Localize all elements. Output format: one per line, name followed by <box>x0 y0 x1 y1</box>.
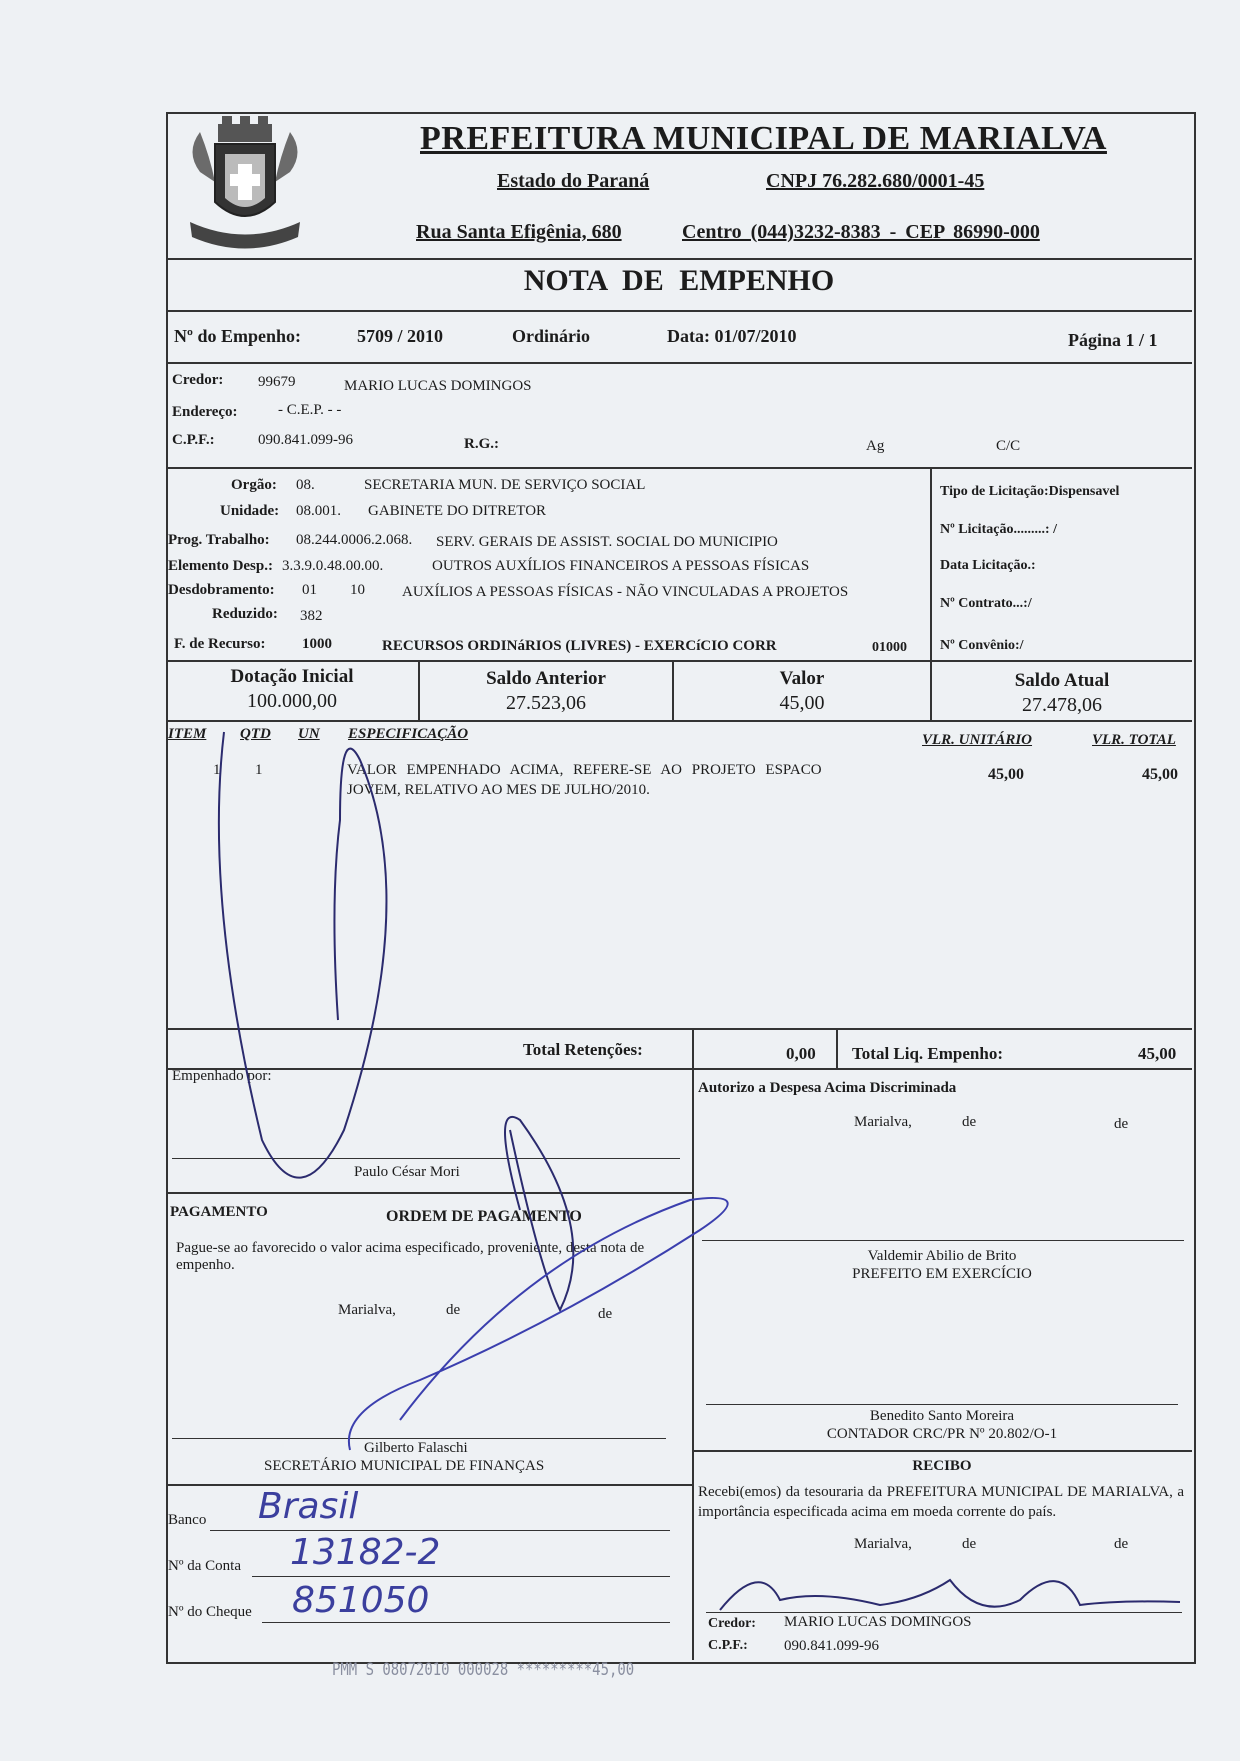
liq-value: 45,00 <box>1138 1044 1177 1063</box>
rg-label: R.G.: <box>464 436 499 452</box>
cpf-label: C.P.F.: <box>172 432 215 448</box>
desdobramento-code2: 10 <box>350 582 365 598</box>
reduzido-label: Reduzido: <box>212 606 278 622</box>
saldo-atual-value: 27.478,06 <box>1022 694 1102 716</box>
col-spec: ESPECIFICAÇÃO <box>348 726 469 742</box>
licitacao-convenio: Nº Convênio:/ <box>940 638 1024 653</box>
prog-code: 08.244.0006.2.068. <box>296 532 413 548</box>
pagamento-de1: de <box>446 1302 461 1318</box>
item-total-value: 45,00 <box>1142 766 1178 783</box>
col-qtd: QTD <box>240 726 271 742</box>
recibo-credor-name: MARIO LUCAS DOMINGOS <box>784 1614 972 1630</box>
empenho-number: 5709 / 2010 <box>357 326 444 346</box>
pagamento-signer-role: SECRETÁRIO MUNICIPAL DE FINANÇAS <box>264 1458 545 1474</box>
recurso-label: F. de Recurso: <box>174 636 266 652</box>
desdobramento-code1: 01 <box>302 582 317 598</box>
cheque-value[interactable]: 851050 <box>292 1580 430 1621</box>
empenho-type: Ordinário <box>512 326 591 346</box>
licitacao-numero: Nº Licitação.........: / <box>940 522 1057 537</box>
prefeito-role: PREFEITO EM EXERCÍCIO <box>852 1266 1032 1282</box>
orgao-label: Orgão: <box>231 477 277 493</box>
dotacao-label: Dotação Inicial <box>230 666 354 687</box>
empenho-date: Data: 01/07/2010 <box>667 326 797 346</box>
conta-value[interactable]: 13182-2 <box>290 1532 441 1573</box>
col-unit: VLR. UNITÁRIO <box>922 732 1033 748</box>
ag-label: Ag <box>866 438 885 454</box>
empenhado-signer: Paulo César Mori <box>354 1164 460 1180</box>
recibo-title: RECIBO <box>912 1458 972 1474</box>
contador-role: CONTADOR CRC/PR Nº 20.802/O-1 <box>826 1426 1058 1442</box>
pagamento-text: Pague-se ao favorecido o valor acima especificado, proveniente, desta nota de empenho. <box>176 1240 645 1273</box>
saldo-anterior-value: 27.523,06 <box>506 692 586 714</box>
item-spec-line2: JOVEM, RELATIVO AO MES DE JULHO/2010. <box>347 782 650 798</box>
autorizo-de1: de <box>962 1114 977 1130</box>
recibo-cpf-label: C.P.F.: <box>708 1638 748 1653</box>
orgao-name: SECRETARIA MUN. DE SERVIÇO SOCIAL <box>364 477 646 493</box>
desdobramento-label: Desdobramento: <box>168 582 275 598</box>
unidade-code: 08.001. <box>296 503 341 519</box>
document-title: NOTA DE EMPENHO <box>523 264 835 297</box>
licitacao-data: Data Licitação.: <box>940 558 1036 573</box>
coat-of-arms-icon <box>180 112 310 262</box>
pagamento-de2: de <box>598 1306 613 1322</box>
contador-name: Benedito Santo Moreira <box>869 1408 1015 1424</box>
recibo-text: Recebi(emos) da tesouraria da PREFEITURA MUNICIPAL DE MARIALVA, a importância especificada acima em moeda corrente do país. <box>698 1484 1184 1520</box>
desdobramento-name: AUXÍLIOS A PESSOAS FÍSICAS - NÃO VINCULADAS A PROJETOS <box>402 584 849 600</box>
col-item: ITEM <box>168 726 207 742</box>
elemento-name: OUTROS AUXÍLIOS FINANCEIROS A PESSOAS FÍSICAS <box>432 558 810 574</box>
orgao-code: 08. <box>296 477 315 493</box>
retencoes-label: Total Retenções: <box>523 1040 643 1059</box>
empenho-number-label: Nº do Empenho: <box>174 326 301 346</box>
header-cnpj: CNPJ 76.282.680/0001-45 <box>766 170 985 192</box>
recibo-de2: de <box>1114 1536 1129 1552</box>
header-address: Centro (044)3232-8383 - CEP 86990-000 <box>682 221 1040 243</box>
recurso-code2: 01000 <box>872 640 907 655</box>
item-number: 1 <box>213 762 221 778</box>
pagamento-place: Marialva, <box>338 1302 396 1318</box>
endereco-label: Endereço: <box>172 404 238 420</box>
recurso-code: 1000 <box>302 636 332 652</box>
licitacao-contrato: Nº Contrato...:/ <box>940 596 1032 611</box>
item-unit-value: 45,00 <box>988 766 1024 783</box>
recibo-de1: de <box>962 1536 977 1552</box>
recibo-cpf-value: 090.841.099-96 <box>784 1638 879 1654</box>
recibo-place: Marialva, <box>854 1536 912 1552</box>
prefeito-name: Valdemir Abilio de Brito <box>867 1248 1017 1264</box>
unidade-name: GABINETE DO DITRETOR <box>368 503 547 519</box>
liq-label: Total Liq. Empenho: <box>852 1044 1003 1063</box>
prog-name: SERV. GERAIS DE ASSIST. SOCIAL DO MUNICIPIO <box>436 534 778 550</box>
item-spec-line1: VALOR EMPENHADO ACIMA, REFERE-SE AO PROJETO ESPACO <box>347 762 822 778</box>
reduzido-value: 382 <box>300 608 323 624</box>
prog-label: Prog. Trabalho: <box>168 532 270 548</box>
cheque-stamp: PMM S 08072010 000028 *********45,00 <box>332 1660 635 1680</box>
pagamento-signer-name: Gilberto Falaschi <box>364 1440 468 1456</box>
endereco-value: - C.E.P. - - <box>278 402 342 418</box>
credor-label: Credor: <box>172 372 224 388</box>
credor-name: MARIO LUCAS DOMINGOS <box>344 378 532 394</box>
saldo-anterior-label: Saldo Anterior <box>486 668 606 689</box>
header-state: Estado do Paraná <box>497 170 650 192</box>
empenho-page: Página 1 / 1 <box>1068 330 1158 350</box>
banco-value[interactable]: Brasil <box>258 1486 359 1527</box>
pagamento-label: PAGAMENTO <box>170 1204 268 1220</box>
conta-label: Nº da Conta <box>168 1558 241 1574</box>
autorizo-label: Autorizo a Despesa Acima Discriminada <box>698 1080 957 1096</box>
valor-label: Valor <box>779 668 825 689</box>
header-title: PREFEITURA MUNICIPAL DE MARIALVA <box>420 120 1107 157</box>
licitacao-tipo: Tipo de Licitação:Dispensavel <box>940 484 1120 499</box>
elemento-label: Elemento Desp.: <box>168 558 273 574</box>
valor-value: 45,00 <box>779 692 825 714</box>
header-street: Rua Santa Efigênia, 680 <box>416 221 622 243</box>
autorizo-de2: de <box>1114 1116 1129 1132</box>
item-qtd: 1 <box>255 762 263 778</box>
cpf-value: 090.841.099-96 <box>258 432 353 448</box>
banco-label: Banco <box>168 1512 207 1528</box>
cheque-label: Nº do Cheque <box>168 1604 252 1620</box>
ordem-pagamento-label: ORDEM DE PAGAMENTO <box>386 1208 582 1225</box>
recibo-credor-label: Credor: <box>708 1616 756 1631</box>
unidade-label: Unidade: <box>220 503 280 519</box>
elemento-code: 3.3.9.0.48.00.00. <box>282 558 384 574</box>
autorizo-place: Marialva, <box>854 1114 912 1130</box>
col-un: UN <box>298 726 320 742</box>
saldo-atual-label: Saldo Atual <box>1014 670 1110 691</box>
recurso-name: RECURSOS ORDINáRIOS (LIVRES) - EXERCíCIO CORR <box>382 638 777 654</box>
retencoes-value: 0,00 <box>786 1044 816 1063</box>
dotacao-value: 100.000,00 <box>247 690 337 712</box>
cc-label: C/C <box>996 438 1021 454</box>
col-total: VLR. TOTAL <box>1092 732 1176 748</box>
credor-code: 99679 <box>258 374 296 390</box>
empenhado-label: Empenhado por: <box>172 1068 272 1084</box>
